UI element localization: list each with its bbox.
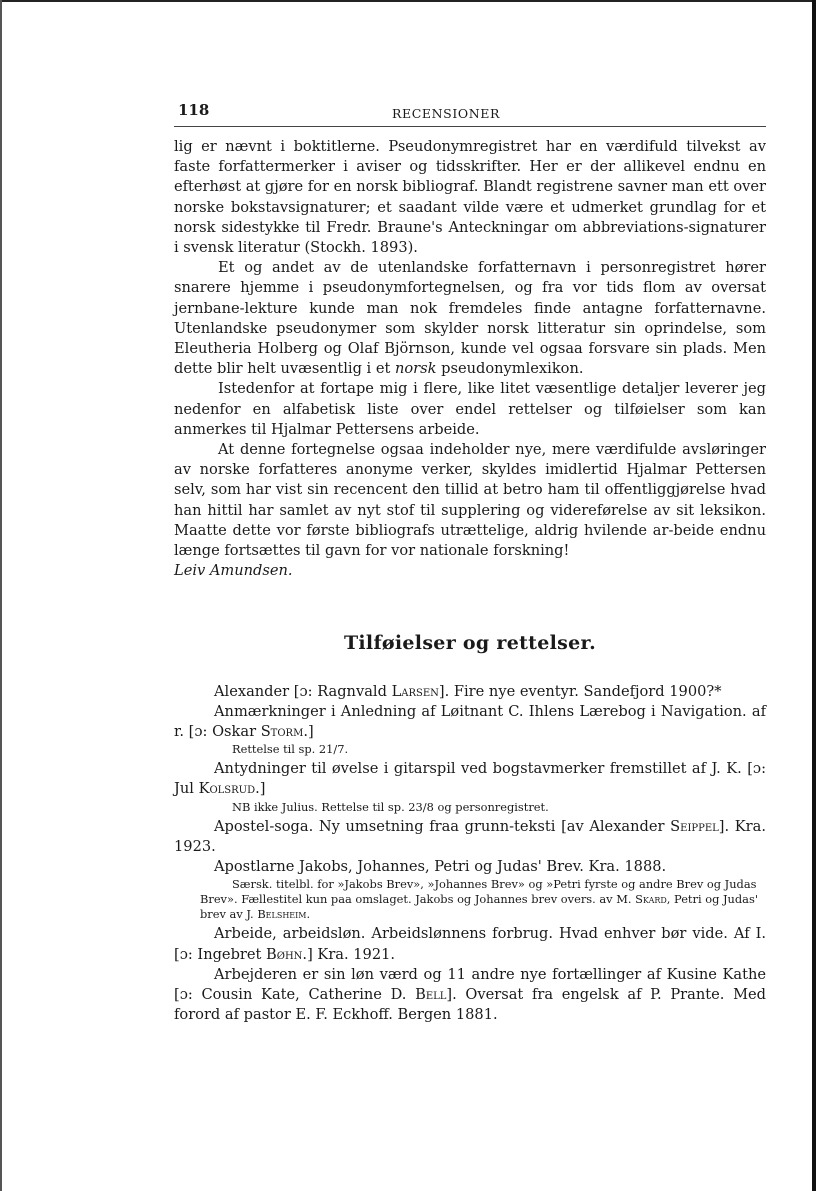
document-page (174, 100, 766, 1025)
paragraph-2 (174, 258, 766, 379)
paragraph-4: At denne fortegnelse ogsaa indeholder nye, mere værdifulde avsløringer av norske forfatteres anonyme verker, skyldes imidlertid Hjalmar Pettersen selv, som har vist sin recencent den tillid at betro ham til offentliggjørelse hvad han hittil har samlet av nyt stof til supplering og videreførelse av sit leksikon. Maatte dette vor første bibliografs utrættelige, aldrig hvilende ar-beide endnu længe fortsættes til gavn for vor nationale forskning! (174, 441, 766, 560)
paragraph-2-start: Et og andet av de utenlandske forfatternavn i personregistret hører snarere hjemme i pseudonymfortegnelsen, og fra vor tids flom av oversat jernbane-lekture kunde man nok fremdeles finde antagne forfatternavne. Utenlandske pseudonymer som skylder norsk litteratur sin oprindelse, som Eleutheria Holberg og Olaf Björnson, kunde vel ogsaa forsvare sin plads. Men dette blir helt uvæsentlig i et (174, 259, 766, 378)
entry-text: Antydninger til øvelse i gitarspil ved bogstavmerker fremstillet af J. K. [ɔ: Jul (174, 760, 766, 798)
entry-apostel-soga (174, 817, 766, 857)
entry-text: ]. Fire nye eventyr. Sandefjord 1900?* (438, 682, 722, 700)
entry-text: Alexander [ɔ: Ragnvald (214, 682, 387, 700)
entry-text: Arbeide, arbeidsløn. Arbeidslønnens forbrug. Hvad enhver bør vide. Af I. [ɔ: Ingebret (174, 925, 766, 963)
running-title: RECENSIONER (392, 106, 500, 121)
scan-edge-left (0, 0, 2, 1191)
entry-note (174, 877, 766, 922)
scan-edge-top (0, 0, 816, 2)
entry-note: NB ikke Julius. Rettelse til sp. 23/8 og personregistret. (232, 799, 549, 814)
review-text (174, 137, 766, 581)
section-heading: Tilføielser og rettelser. (343, 632, 597, 655)
author-name: Kolsrud. (198, 780, 260, 798)
entry-apostlarne: Apostlarne Jakobs, Johannes, Petri og Judas' Brev. Kra. 1888. (214, 858, 667, 876)
entry-text: ]. Oversat fra engelsk af P. Prante. Med forord af pastor E. F. Eckhoff. Bergen 1881. (174, 985, 766, 1024)
page-number: 118 (178, 101, 210, 119)
author-name: Bøhn. (266, 945, 308, 963)
author-name: Larsen (391, 682, 439, 700)
author-name: Skard (635, 892, 667, 907)
paragraph-3: Istedenfor at fortape mig i flere, like litet væsentlige detaljer leverer jeg nedenfor en alfabetisk liste over endel rettelser og tilføielser som kan anmerkes til Hjalmar Pettersens arbeide. (174, 380, 766, 438)
entry-list (174, 682, 766, 1026)
author-name: Bell (415, 985, 447, 1003)
entry-text: Anmærkninger i Anledning af Løitnant C. Ihlens Lærebog i Navigation. af r. [ɔ: Oskar (174, 702, 766, 741)
entry-text: ]. Kra. 1923. (174, 817, 766, 855)
entry-text: ] (307, 723, 314, 741)
entry-alexander (174, 682, 766, 702)
entry-text: Apostel-soga. Ny umsetning fraa grunn-teksti [av Alexander (214, 817, 665, 835)
note-text: Særsk. titelbl. for »Jakobs Brev», »Johannes Brev» og »Petri fyrste og andre Brev og Judas Brev». Fællestitel kun paa omslaget. Jakobs og Johannes brev overs. av M. (200, 877, 757, 907)
scan-edge-right (812, 0, 816, 1191)
entry-antydninger (174, 759, 766, 799)
signature: Leiv Amundsen. (174, 562, 293, 580)
entry-text: ] Kra. 1921. (307, 945, 396, 963)
note-text: , Petri og Judas' brev av J. (200, 892, 758, 922)
entry-text: Arbejderen er sin løn værd og 11 andre nye fortællinger af Kusine Kathe [ɔ: Cousin Kate, Catherine D. (174, 965, 766, 1003)
page-header (174, 100, 766, 127)
author-name: Belsheim (257, 907, 307, 922)
paragraph-2-end: pseudonymlexikon. (441, 360, 584, 378)
paragraph-2-emphasis: norsk (395, 360, 437, 378)
entry-note: Rettelse til sp. 21/7. (232, 742, 349, 757)
entry-arbeide (174, 924, 766, 964)
author-name: Seippel (670, 817, 719, 835)
author-name: Storm. (260, 723, 308, 741)
entry-arbejderen (174, 965, 766, 1026)
entry-text: ] (259, 780, 266, 798)
paragraph-1: lig er nævnt i boktitlerne. Pseudonymregistret har en værdifuld tilvekst av faste forfattermerker i aviser og tidsskrifter. Her er der allikevel endnu en efterhøst at gjøre for en norsk bibliograf. Blandt registrene savner man ett over norske bokstavsignaturer; et saadant vilde være et udmerket grundlag for et norsk sidestykke til Fredr. Braune's Anteckningar om abbreviations-signaturer i svensk literatur (Stockh. 1893). (174, 138, 766, 257)
note-text: . (306, 907, 311, 922)
entry-anmaerkninger (174, 702, 766, 742)
